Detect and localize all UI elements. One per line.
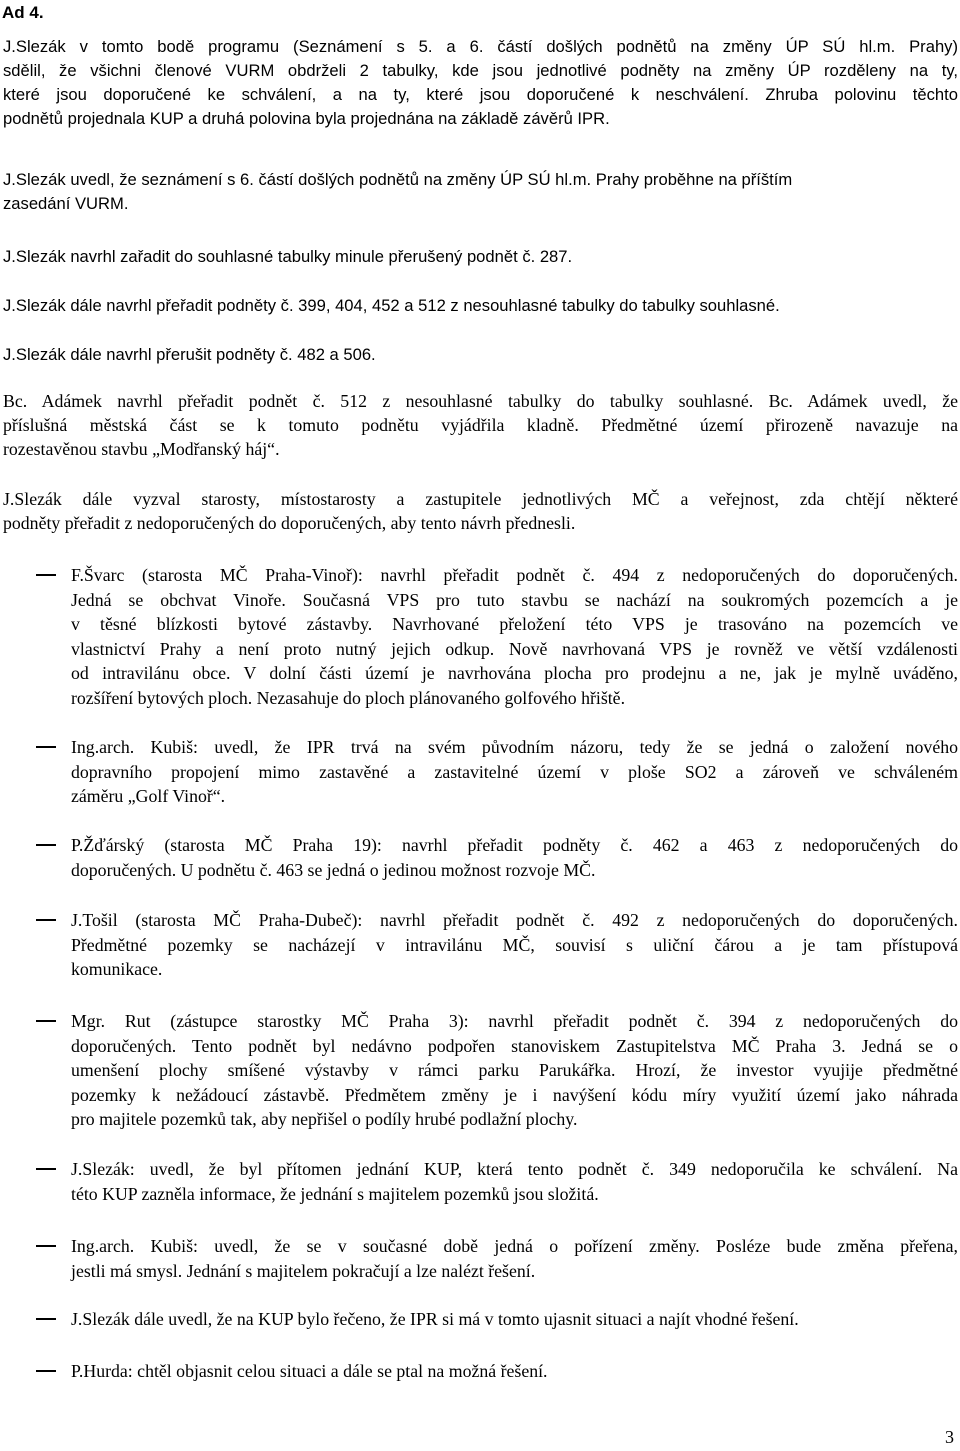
dash-bullet — [36, 1168, 56, 1170]
list-item-line: rozšíření bytových ploch. Nezasahuje do ploch plánovaného golfového hřiště. — [71, 687, 626, 708]
list-item-line: P.Žďárský (starosta MČ Praha 19): navrhl přeřadit podněty č. 462 a 463 z nedoporučených do — [71, 835, 958, 855]
list-item-text — [71, 1157, 958, 1206]
dash-bullet — [36, 574, 56, 576]
paragraph-line: J.Slezák v tomto bodě programu (Seznámení s 5. a 6. částí došlých podnětů na změny ÚP SÚ hl.m. Prahy) — [3, 37, 958, 56]
dash-bullet — [36, 919, 56, 921]
paragraph-next-meeting — [3, 168, 958, 216]
list-item-text — [71, 1234, 958, 1283]
section-heading: Ad 4. — [2, 3, 44, 22]
list-item-line: J.Tošil (starosta MČ Praha-Dubeč): navrhl přeřadit podnět č. 492 z nedoporučených do doporučených. — [71, 910, 958, 930]
list-item-line: pro majitele pozemků tak, aby nepřišel o podíly hrubé podlažní plochy. — [71, 1109, 578, 1129]
list-item-line: Předmětné pozemky se nacházejí v intravilánu MČ, souvisí s uliční čárou a je tam přístupová — [71, 934, 958, 955]
paragraph-line: příslušná městská část se k tomuto podnětu vyjádřila kladně. Předmětné území přirozeně navazuje na — [3, 415, 958, 435]
list-item-line: doporučených. U podnětu č. 463 se jedná o jedinou možnost rozvoje MČ. — [71, 859, 596, 880]
list-item-line: komunikace. — [71, 959, 163, 979]
dash-bullet — [36, 1318, 56, 1320]
paragraph-proposal-287 — [3, 245, 958, 269]
list-item-line: vlastnictví Prahy a není proto nutný jejich odkup. Nově navrhovaná VPS je rovněž ve větší vzdálenosti — [71, 638, 958, 659]
dash-bullet — [36, 1370, 56, 1372]
paragraph-line: Bc. Adámek navrhl přeřadit podnět č. 512 z nesouhlasné tabulky do tabulky souhlasné. Bc. Adámek uvedl, že — [3, 391, 958, 411]
list-item-text — [71, 735, 958, 809]
list-item-line: F.Švarc (starosta MČ Praha-Vinoř): navrhl přeřadit podnět č. 494 z nedoporučených do doporučených. — [71, 565, 958, 585]
list-item-text — [71, 1307, 958, 1332]
page-number: 3 — [945, 1427, 954, 1447]
list-item-line: dopravního propojení mimo zastavěné a zastavitelné území v ploše SO2 a zároveň ve schváleném — [71, 761, 958, 782]
list-item-line: Jedná se obchvat Vinoře. Současná VPS pro tuto stavbu se nachází na soukromých pozemcích a je — [71, 589, 958, 610]
paragraph-adamek — [3, 389, 958, 461]
list-item-line: záměru „Golf Vinoř“. — [71, 786, 226, 806]
list-item-line: od intravilánu obce. V dolní části území je navrhována plocha pro prodejnu a ne, jak je mylně uváděno, — [71, 663, 958, 683]
list-item-line: v těsné blízkosti bytové zástavby. Navrhované přeložení této VPS je trasováno na pozemcích ve — [71, 614, 958, 634]
paragraph-line: podněty přeřadit z nedoporučených do doporučených, aby tento návrh přednesli. — [3, 513, 576, 533]
paragraph-line: J.Slezák uvedl, že seznámení s 6. částí došlých podnětů na změny ÚP SÚ hl.m. Prahy proběhne na příštím — [3, 170, 793, 189]
paragraph-proposal-interrupt — [3, 343, 958, 367]
dash-bullet — [36, 1020, 56, 1022]
list-item-text — [71, 563, 958, 710]
paragraph-intro — [3, 35, 958, 131]
paragraph-invitation — [3, 487, 958, 535]
list-item-line: doporučených. Tento podnět byl nedávno podpořen stanoviskem Zastupitelstva MČ Praha 3. Jedná se o — [71, 1035, 958, 1056]
paragraph-line: J.Slezák dále navrhl přerušit podněty č. 482 a 506. — [3, 345, 376, 364]
list-item-text — [71, 908, 958, 982]
paragraph-line: sdělil, že všichni členové VURM obdrželi 2 tabulky, kde jsou jednotlivé podněty na změny ÚP rozděleny na ty, — [3, 61, 958, 80]
list-item-text — [71, 1359, 958, 1384]
list-item-line: umenšení plochy smíšené výstavby v rámci parku Parukářka. Hrozí, že investor vyujije předmětné — [71, 1060, 958, 1080]
list-item-text — [71, 1009, 958, 1132]
paragraph-line: J.Slezák navrhl zařadit do souhlasné tabulky minule přerušený podnět č. 287. — [3, 247, 573, 266]
list-item-line: P.Hurda: chtěl objasnit celou situaci a dále se ptal na možná řešení. — [71, 1361, 548, 1381]
list-item-line: Ing.arch. Kubiš: uvedl, že IPR trvá na svém původním názoru, tedy že se jedná o založení nového — [71, 737, 958, 757]
dash-bullet — [36, 746, 56, 748]
paragraph-line: které jsou doporučené ke schválení, a na ty, které jsou doporučené k neschválení. Zhruba polovinu těchto — [3, 85, 958, 104]
paragraph-line: J.Slezák dále vyzval starosty, místostarosty a zastupitele jednotlivých MČ a veřejnost, zda chtějí některé — [3, 489, 958, 509]
list-item-line: pozemky k nežádoucí zástavbě. Předmětem změny je i navýšení kódu míry využití území jako náhrada — [71, 1084, 958, 1105]
paragraph-line: podnětů projednala KUP a druhá polovina byla projednána na základě závěrů IPR. — [3, 109, 610, 128]
list-item-line: J.Slezák dále uvedl, že na KUP bylo řečeno, že IPR si má v tomto ujasnit situaci a najít vhodné řešení. — [71, 1309, 799, 1329]
dash-bullet — [36, 844, 56, 846]
paragraph-line: rozestavěnou stavbu „Modřanský háj“. — [3, 439, 280, 459]
list-item-line: Ing.arch. Kubiš: uvedl, že se v současné době jedná o pořízení změny. Posléze bude změna přeřena, — [71, 1236, 958, 1256]
list-item-line: této KUP zazněla informace, že jednání s majitelem pozemků jsou složitá. — [71, 1183, 599, 1204]
list-item-text — [71, 833, 958, 882]
paragraph-line: zasedání VURM. — [3, 194, 129, 213]
paragraph-line: J.Slezák dále navrhl přeřadit podněty č. 399, 404, 452 a 512 z nesouhlasné tabulky do tabulky souhlasné. — [3, 296, 780, 315]
dash-bullet — [36, 1245, 56, 1247]
list-item-line: Mgr. Rut (zástupce starostky MČ Praha 3): navrhl přeřadit podnět č. 394 z nedoporučených do — [71, 1011, 958, 1031]
list-item-line: J.Slezák: uvedl, že byl přítomen jednání KUP, která tento podnět č. 349 nedoporučila ke schválení. Na — [71, 1159, 958, 1179]
paragraph-proposal-move — [3, 294, 958, 318]
list-item-line: jestli má smysl. Jednání s majitelem pokračují a lze nalézt řešení. — [71, 1260, 536, 1281]
